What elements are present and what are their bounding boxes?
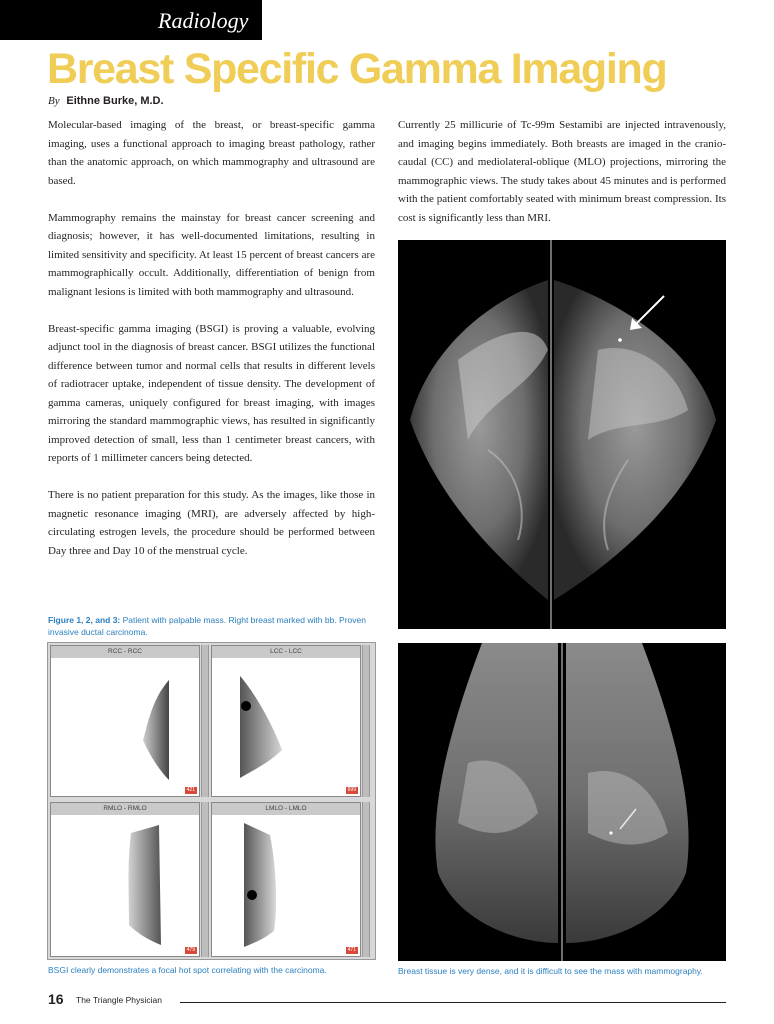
paragraph: Currently 25 millicurie of Tc-99m Sestamibi are injected intravenously, and imaging begins immediately. Both breasts are imaged in the cranio-caudal (CC) and mediolateral-oblique (MLO) projections, mirroring the mammographic views. The study takes about 45 minutes and is performed with the patient comfortably seated with minimum breast compression. Its cost is significantly less than MRI. bbox=[398, 119, 726, 224]
mammo-caption: Breast tissue is very dense, and it is difficult to see the mass with mammography. bbox=[398, 966, 703, 976]
paragraph: Mammography remains the mainstay for breast cancer screening and diagnosis; however, it has well-documented limitations, resulting in limited sensitivity and specificity. At least 15 percent of breast cancers are mammographically occult. Additionally, differentiation of benign from malignant lesions is limited with both mammography and ultrasound. bbox=[48, 211, 375, 298]
bsgi-count: 479 bbox=[186, 947, 195, 953]
section-tab bbox=[0, 0, 262, 40]
bsgi-scale-bar bbox=[362, 645, 370, 797]
cc-mammogram-image bbox=[398, 240, 726, 629]
figure-caption-label: Figure 1, 2, and 3: bbox=[48, 615, 121, 625]
bsgi-view-label: RMLO - RMLO bbox=[51, 803, 199, 815]
publication-name: The Triangle Physician bbox=[76, 995, 162, 1005]
bsgi-view-lmlo bbox=[211, 802, 361, 957]
bsgi-lcc-image bbox=[212, 658, 360, 796]
bsgi-rcc-image bbox=[51, 658, 199, 796]
paragraph: Breast-specific gamma imaging (BSGI) is proving a valuable, evolving adjunct tool in the diagnosis of breast cancer. BSGI utilizes the functional difference between tumor and normal cells that results in different levels of radiotracer uptake, independent of tissue density. The development of gamma cameras, uniquely configured for breast imaging, with images mirroring the standard mammographic views, has resulted in significantly improved detection of small, less than 1 centimeter breast cancers, with reports of 1 millimeter cancers being detected. bbox=[48, 322, 375, 464]
right-column bbox=[398, 116, 726, 246]
mlo-mammogram-image bbox=[398, 643, 726, 961]
article-title: Breast Specific Gamma Imaging bbox=[47, 45, 667, 93]
bsgi-view-label: RCC - RCC bbox=[51, 646, 199, 658]
figure-caption-text: Patient with palpable mass. Right breast marked with bb. Proven invasive ductal carcinoma. bbox=[48, 615, 366, 637]
bsgi-count: 421 bbox=[186, 787, 195, 793]
bsgi-scale-bar bbox=[201, 802, 209, 957]
page-number: 16 bbox=[48, 991, 64, 1007]
bsgi-scale-bar bbox=[362, 802, 370, 957]
footer-rule bbox=[180, 1002, 726, 1003]
bsgi-lmlo-image bbox=[212, 815, 360, 956]
section-label: Radiology bbox=[158, 8, 249, 33]
bsgi-count: 471 bbox=[347, 947, 356, 953]
bsgi-view-lcc bbox=[211, 645, 361, 797]
bsgi-scale-bar bbox=[201, 645, 209, 797]
bsgi-view-rmlo bbox=[50, 802, 200, 957]
byline-author: Eithne Burke, M.D. bbox=[66, 95, 164, 107]
bsgi-image-panel bbox=[47, 642, 376, 960]
bsgi-view-rcc bbox=[50, 645, 200, 797]
bsgi-count: 699 bbox=[347, 787, 356, 793]
bsgi-rmlo-image bbox=[51, 815, 199, 956]
paragraph: There is no patient preparation for this study. As the images, like those in magnetic resonance imaging (MRI), are adversely affected by high-circulating estrogen levels, the procedure should be performed between Day three and Day 10 of the menstrual cycle. bbox=[48, 489, 375, 557]
bsgi-caption: BSGI clearly demonstrates a focal hot spot correlating with the carcinoma. bbox=[48, 965, 327, 975]
bsgi-view-label: LCC - LCC bbox=[212, 646, 360, 658]
byline bbox=[48, 94, 164, 108]
paragraph: Molecular-based imaging of the breast, or breast-specific gamma imaging, uses a functional approach to imaging breast pathology, rather than the anatomic approach, on which mammography and ultrasound are based. bbox=[48, 119, 375, 187]
bsgi-view-label: LMLO - LMLO bbox=[212, 803, 360, 815]
left-column bbox=[48, 116, 375, 579]
figure-caption bbox=[48, 614, 375, 638]
byline-prefix: By bbox=[48, 95, 60, 107]
